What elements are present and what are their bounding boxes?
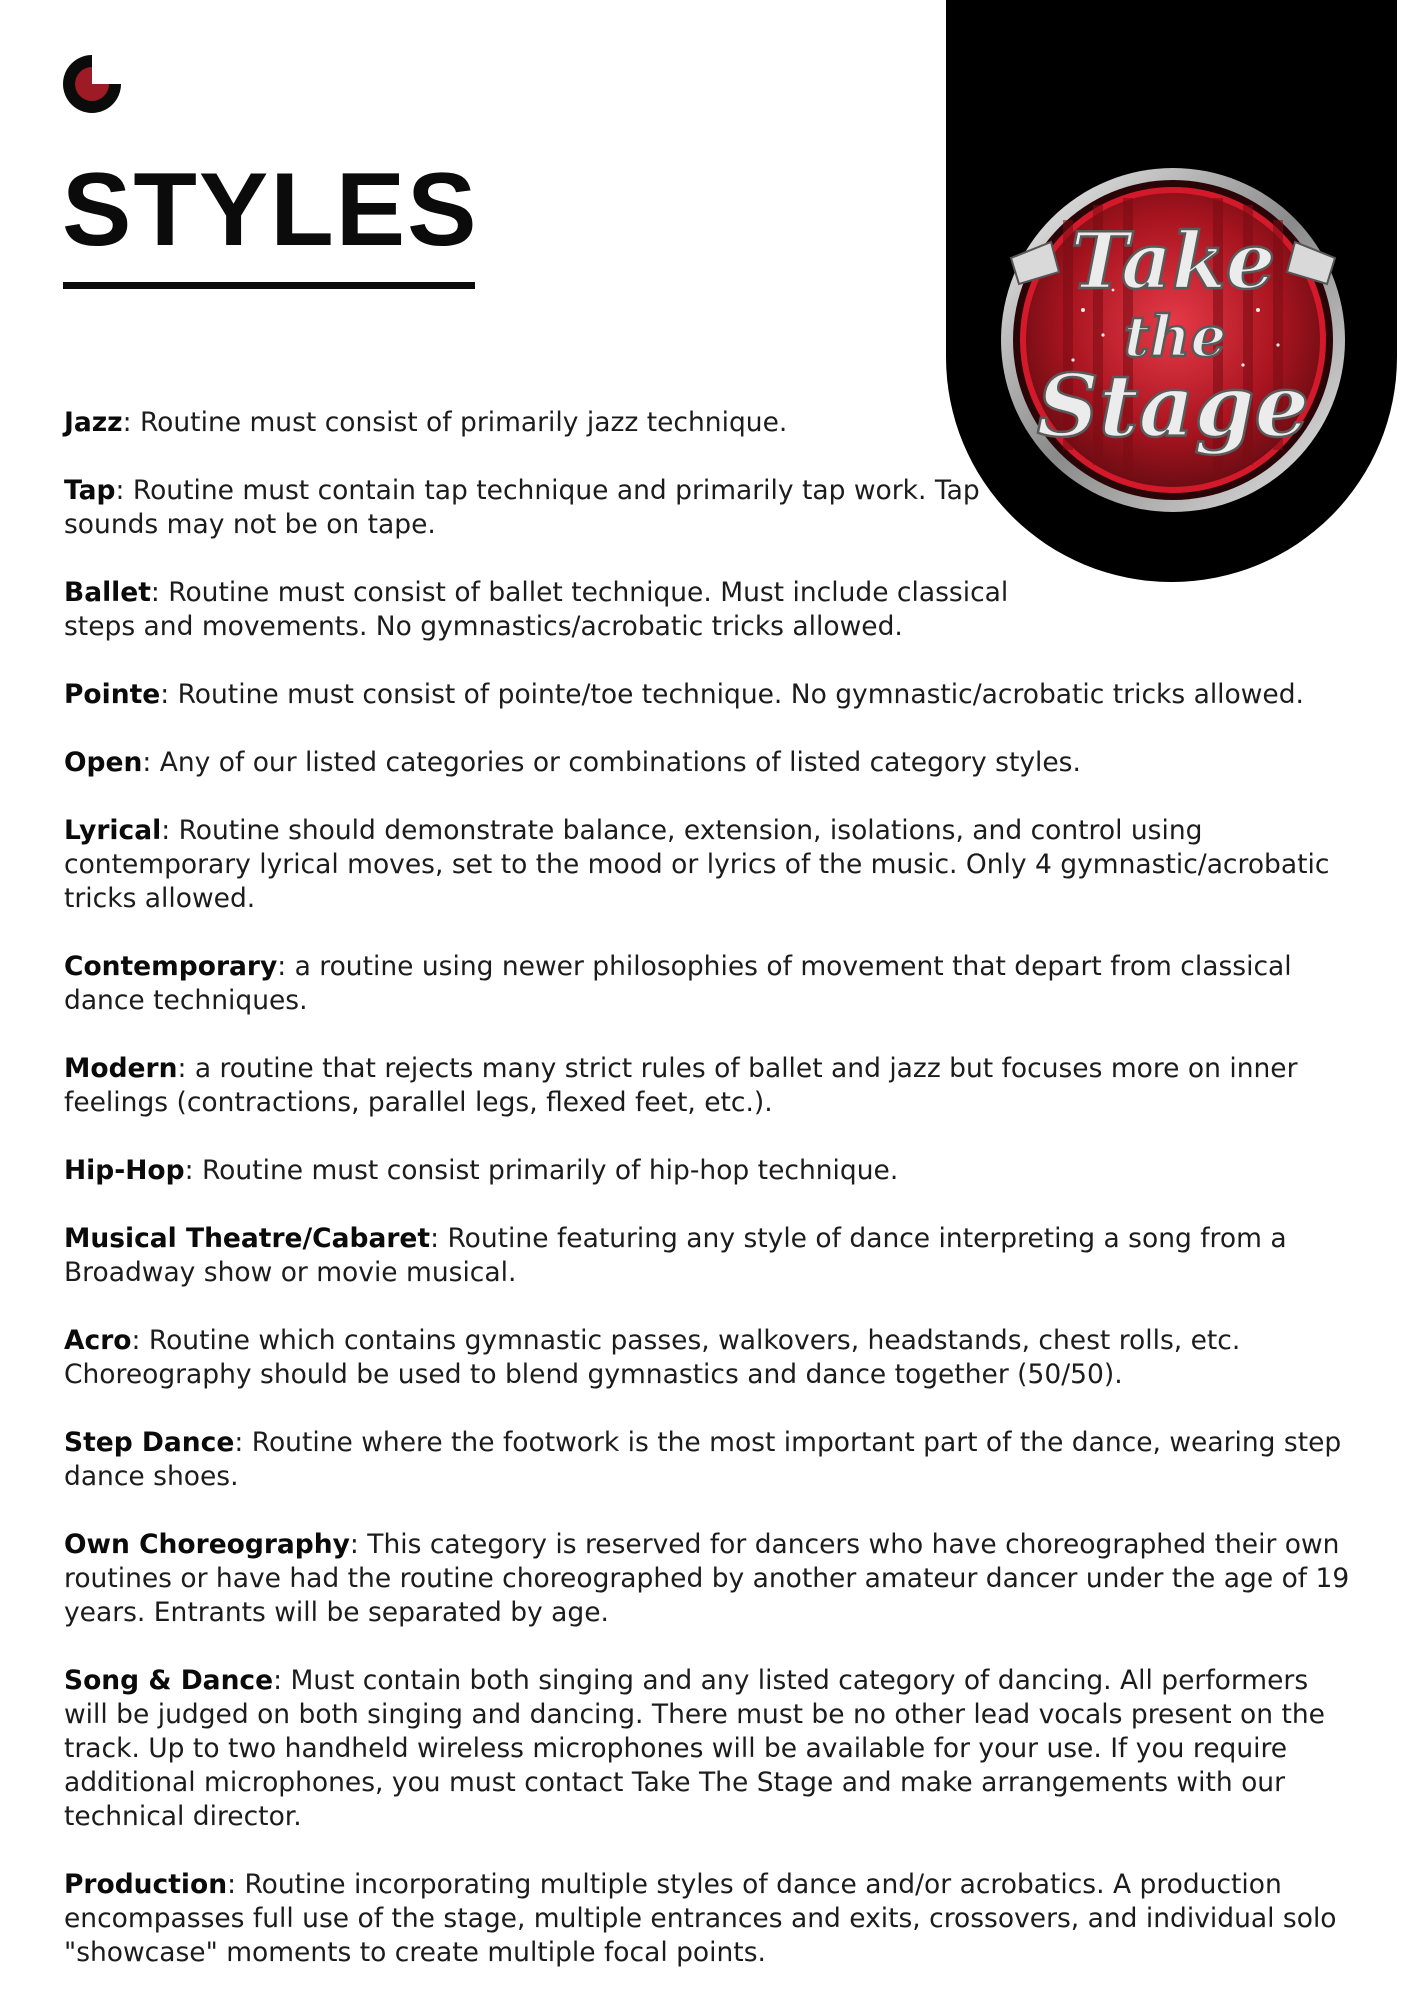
style-separator: : — [234, 1427, 244, 1458]
style-name: Step Dance — [64, 1427, 235, 1458]
style-separator: : — [277, 951, 287, 982]
style-description: Routine must contain tap technique and primarily tap work. Tap sounds may not be on tape. — [64, 475, 980, 540]
style-description: Must contain both singing and any listed category of dancing. All performers will be judged on both singing and dancing. There must be no other lead vocals present on the track. Up to two handheld wireless microphones will be available for your use. If you require additional microphones, you must contact Take The Stage and make arrangements with our technical director. — [64, 1665, 1325, 1832]
style-entry — [64, 576, 1014, 644]
style-entry — [64, 814, 1354, 916]
style-entry — [64, 746, 1354, 780]
style-name: Lyrical — [64, 815, 162, 846]
style-entry — [64, 474, 1014, 542]
style-separator: : — [273, 1665, 283, 1696]
style-name: Acro — [64, 1325, 132, 1356]
style-name: Hip-Hop — [64, 1155, 185, 1186]
style-separator: : — [115, 475, 125, 506]
style-description: Routine which contains gymnastic passes, walkovers, headstands, chest rolls, etc. Choreography should be used to blend gymnastics and dance together (50/50). — [64, 1325, 1241, 1390]
styles-list — [64, 406, 1354, 2004]
style-separator: : — [161, 815, 171, 846]
style-description: Routine must consist of pointe/toe technique. No gymnastic/acrobatic tricks allowed. — [169, 679, 1304, 710]
style-entry — [64, 1868, 1354, 1970]
style-description: Routine should demonstrate balance, extension, isolations, and control using contemporary lyrical moves, set to the mood or lyrics of the music. Only 4 gymnastic/acrobatic tricks allowed. — [64, 815, 1330, 914]
logo-word-take: Take — [1070, 216, 1276, 307]
style-description: Routine incorporating multiple styles of dance and/or acrobatics. A production encompasses full use of the stage, multiple entrances and exits, crossovers, and individual solo "showcase" moments to create multiple focal points. — [64, 1869, 1337, 1968]
style-description: Routine where the footwork is the most important part of the dance, wearing step dance shoes. — [64, 1427, 1342, 1492]
logo-word-the: the — [1123, 304, 1227, 370]
style-description: a routine using newer philosophies of movement that depart from classical dance techniques. — [64, 951, 1292, 1016]
style-name: Contemporary — [64, 951, 278, 982]
style-entry — [64, 1426, 1354, 1494]
style-name: Production — [64, 1869, 228, 1900]
style-entry — [64, 1052, 1354, 1120]
style-description: a routine that rejects many strict rules of ballet and jazz but focuses more on inner feelings (contractions, parallel legs, flexed feet, etc.). — [64, 1053, 1298, 1118]
style-entry — [64, 1324, 1354, 1392]
style-name: Song & Dance — [64, 1665, 274, 1696]
style-separator: : — [122, 407, 132, 438]
style-description: Any of our listed categories or combinations of listed category styles. — [151, 747, 1081, 778]
style-description: This category is reserved for dancers who have choreographed their own routines or have had the routine choreographed by another amateur dancer under the age of 19 years. Entrants will be separated by age. — [64, 1529, 1350, 1628]
style-separator: : — [142, 747, 152, 778]
style-entry — [64, 1154, 1354, 1188]
style-separator: : — [177, 1053, 187, 1084]
style-name: Tap — [64, 475, 116, 506]
style-name: Modern — [64, 1053, 178, 1084]
style-description: Routine must consist of ballet technique. Must include classical steps and movements. No gymnastics/acrobatic tricks allowed. — [64, 577, 1009, 642]
page-title: STYLES — [62, 152, 479, 268]
style-description: Routine must consist of primarily jazz technique. — [131, 407, 788, 438]
style-separator: : — [184, 1155, 194, 1186]
style-separator: : — [430, 1223, 440, 1254]
style-description: Routine must consist primarily of hip-hop technique. — [193, 1155, 899, 1186]
pie-circle-icon — [62, 54, 122, 114]
style-description: Routine featuring any style of dance interpreting a song from a Broadway show or movie musical. — [64, 1223, 1287, 1288]
style-name: Jazz — [64, 407, 123, 438]
title-underline — [63, 282, 475, 289]
style-separator: : — [349, 1529, 359, 1560]
style-entry — [64, 678, 1354, 712]
style-entry — [64, 1528, 1354, 1630]
style-separator: : — [131, 1325, 141, 1356]
style-entry — [64, 1664, 1354, 1834]
logo-word-stage: Stage — [1036, 356, 1310, 457]
style-name: Ballet — [64, 577, 151, 608]
style-name: Open — [64, 747, 143, 778]
style-name: Pointe — [64, 679, 161, 710]
style-entry — [64, 406, 1014, 440]
style-name: Musical Theatre/Cabaret — [64, 1223, 431, 1254]
style-entry — [64, 1222, 1354, 1290]
style-name: Own Choreography — [64, 1529, 350, 1560]
style-separator: : — [160, 679, 170, 710]
style-entry — [64, 950, 1354, 1018]
style-separator: : — [150, 577, 160, 608]
style-separator: : — [227, 1869, 237, 1900]
